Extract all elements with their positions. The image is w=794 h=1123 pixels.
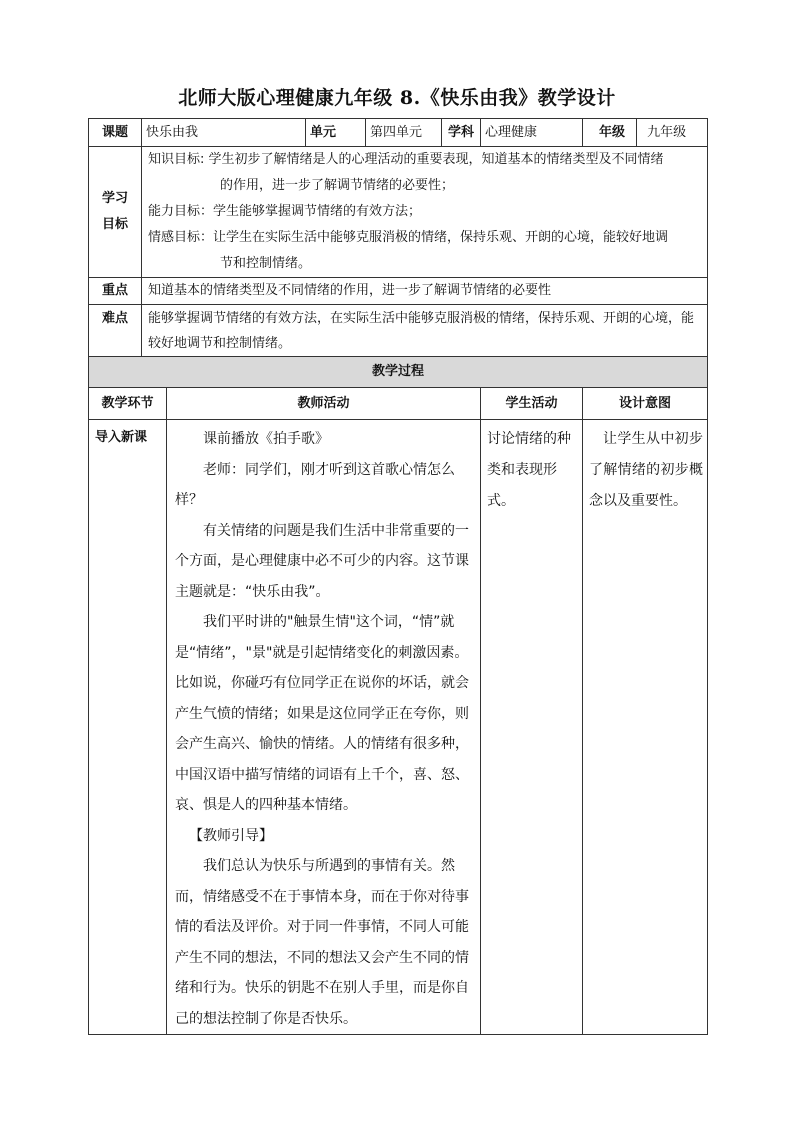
goals-row — [89, 147, 708, 278]
topic-label: 课题 — [89, 119, 142, 147]
topic-value: 快乐由我 — [142, 119, 306, 147]
lesson-plan-table — [88, 118, 708, 1035]
teacher-para: 老师：同学们，刚才听到这首歌心情怎么样？ — [175, 461, 455, 508]
col-stage: 教学环节 — [89, 388, 167, 420]
teacher-guide-heading: 【教师引导】 — [189, 827, 273, 844]
difficulty-label: 难点 — [89, 305, 142, 357]
unit-label: 单元 — [306, 119, 366, 147]
grade-label: 年级 — [599, 125, 626, 140]
key-text: 知道基本的情绪类型及不同情绪的作用，进一步了解调节情绪的必要性 — [142, 278, 708, 305]
teacher-para: 课前播放《拍手歌》 — [203, 431, 329, 447]
process-row-intro — [89, 420, 708, 1035]
student-activity: 讨论情绪的种类和表现形式。 — [481, 420, 583, 1035]
process-title-row — [89, 357, 708, 388]
goals-label-2: 目标 — [101, 217, 128, 232]
stage-intro: 导入新课 — [89, 420, 167, 1035]
info-row — [89, 119, 708, 147]
goal-ability: 能力目标：学生能够掌握调节情绪的有效方法； — [148, 204, 422, 219]
goals-label-1: 学习 — [101, 191, 128, 206]
difficulty-row — [89, 305, 708, 357]
difficulty-text: 能够掌握调节情绪的有效方法，在实际生活中能够克服消极的情绪，保持乐观、开朗的心境，能较好地调节和控制情绪。 — [142, 305, 708, 357]
design-intent: 让学生从中初步了解情绪的初步概念以及重要性。 — [583, 420, 708, 1035]
teacher-para: 有关情绪的问题是我们生活中非常重要的一个方面，是心理健康中必不可少的内容。这节课主题就是：“快乐由我”。 — [175, 522, 469, 600]
key-label: 重点 — [89, 278, 142, 305]
unit-value: 第四单元 — [366, 119, 442, 147]
goal-knowledge-line-2: 的作用，进一步了解调节情绪的必要性； — [220, 178, 455, 193]
process-title: 教学过程 — [89, 357, 708, 388]
key-row — [89, 278, 708, 305]
teacher-para: 我们平时讲的"触景生情"这个词，“情”就是“情绪”，"景"就是引起情绪变化的刺激因素。比如说，你碰巧有位同学正在说你的坏话，就会产生气愤的情绪；如果是这位同学正在夸你，则会产生高兴、愉快的情绪。人的情绪有很多种，中国汉语中描写情绪的词语有上千个，喜、怒、哀、惧是人的四种基本情绪。 — [175, 614, 469, 813]
teacher-activity — [167, 420, 481, 1035]
col-teacher: 教师活动 — [167, 388, 481, 420]
col-intent: 设计意图 — [583, 388, 708, 420]
goal-knowledge-line-1: 知识目标: 学生初步了解情绪是人的心理活动的重要表现，知道基本的情绪类型及不同情绪 — [148, 152, 664, 167]
col-student: 学生活动 — [481, 388, 583, 420]
goal-emotion-line-1: 情感目标：让学生在实际生活中能够克服消极的情绪，保持乐观、开朗的心境，能较好地调 — [148, 230, 669, 245]
grade-value: 九年级 — [647, 125, 687, 140]
teacher-para: 我们总认为快乐与所遇到的事情有关。然而，情绪感受不在于事情本身，而在于你对待事情的看法及评价。对于同一件事情，不同人可能产生不同的想法，不同的想法又会产生不同的情绪和行为。快乐的钥匙不在别人手里，而是你自己的想法控制了你是否快乐。 — [175, 858, 469, 1027]
goal-emotion-line-2: 节和控制情绪。 — [220, 256, 312, 271]
subject-value: 心理健康 — [481, 119, 583, 147]
page-title: 北师大版心理健康九年级 8.《快乐由我》教学设计 — [178, 87, 616, 109]
subject-label: 学科 — [442, 119, 481, 147]
process-header-row — [89, 388, 708, 420]
